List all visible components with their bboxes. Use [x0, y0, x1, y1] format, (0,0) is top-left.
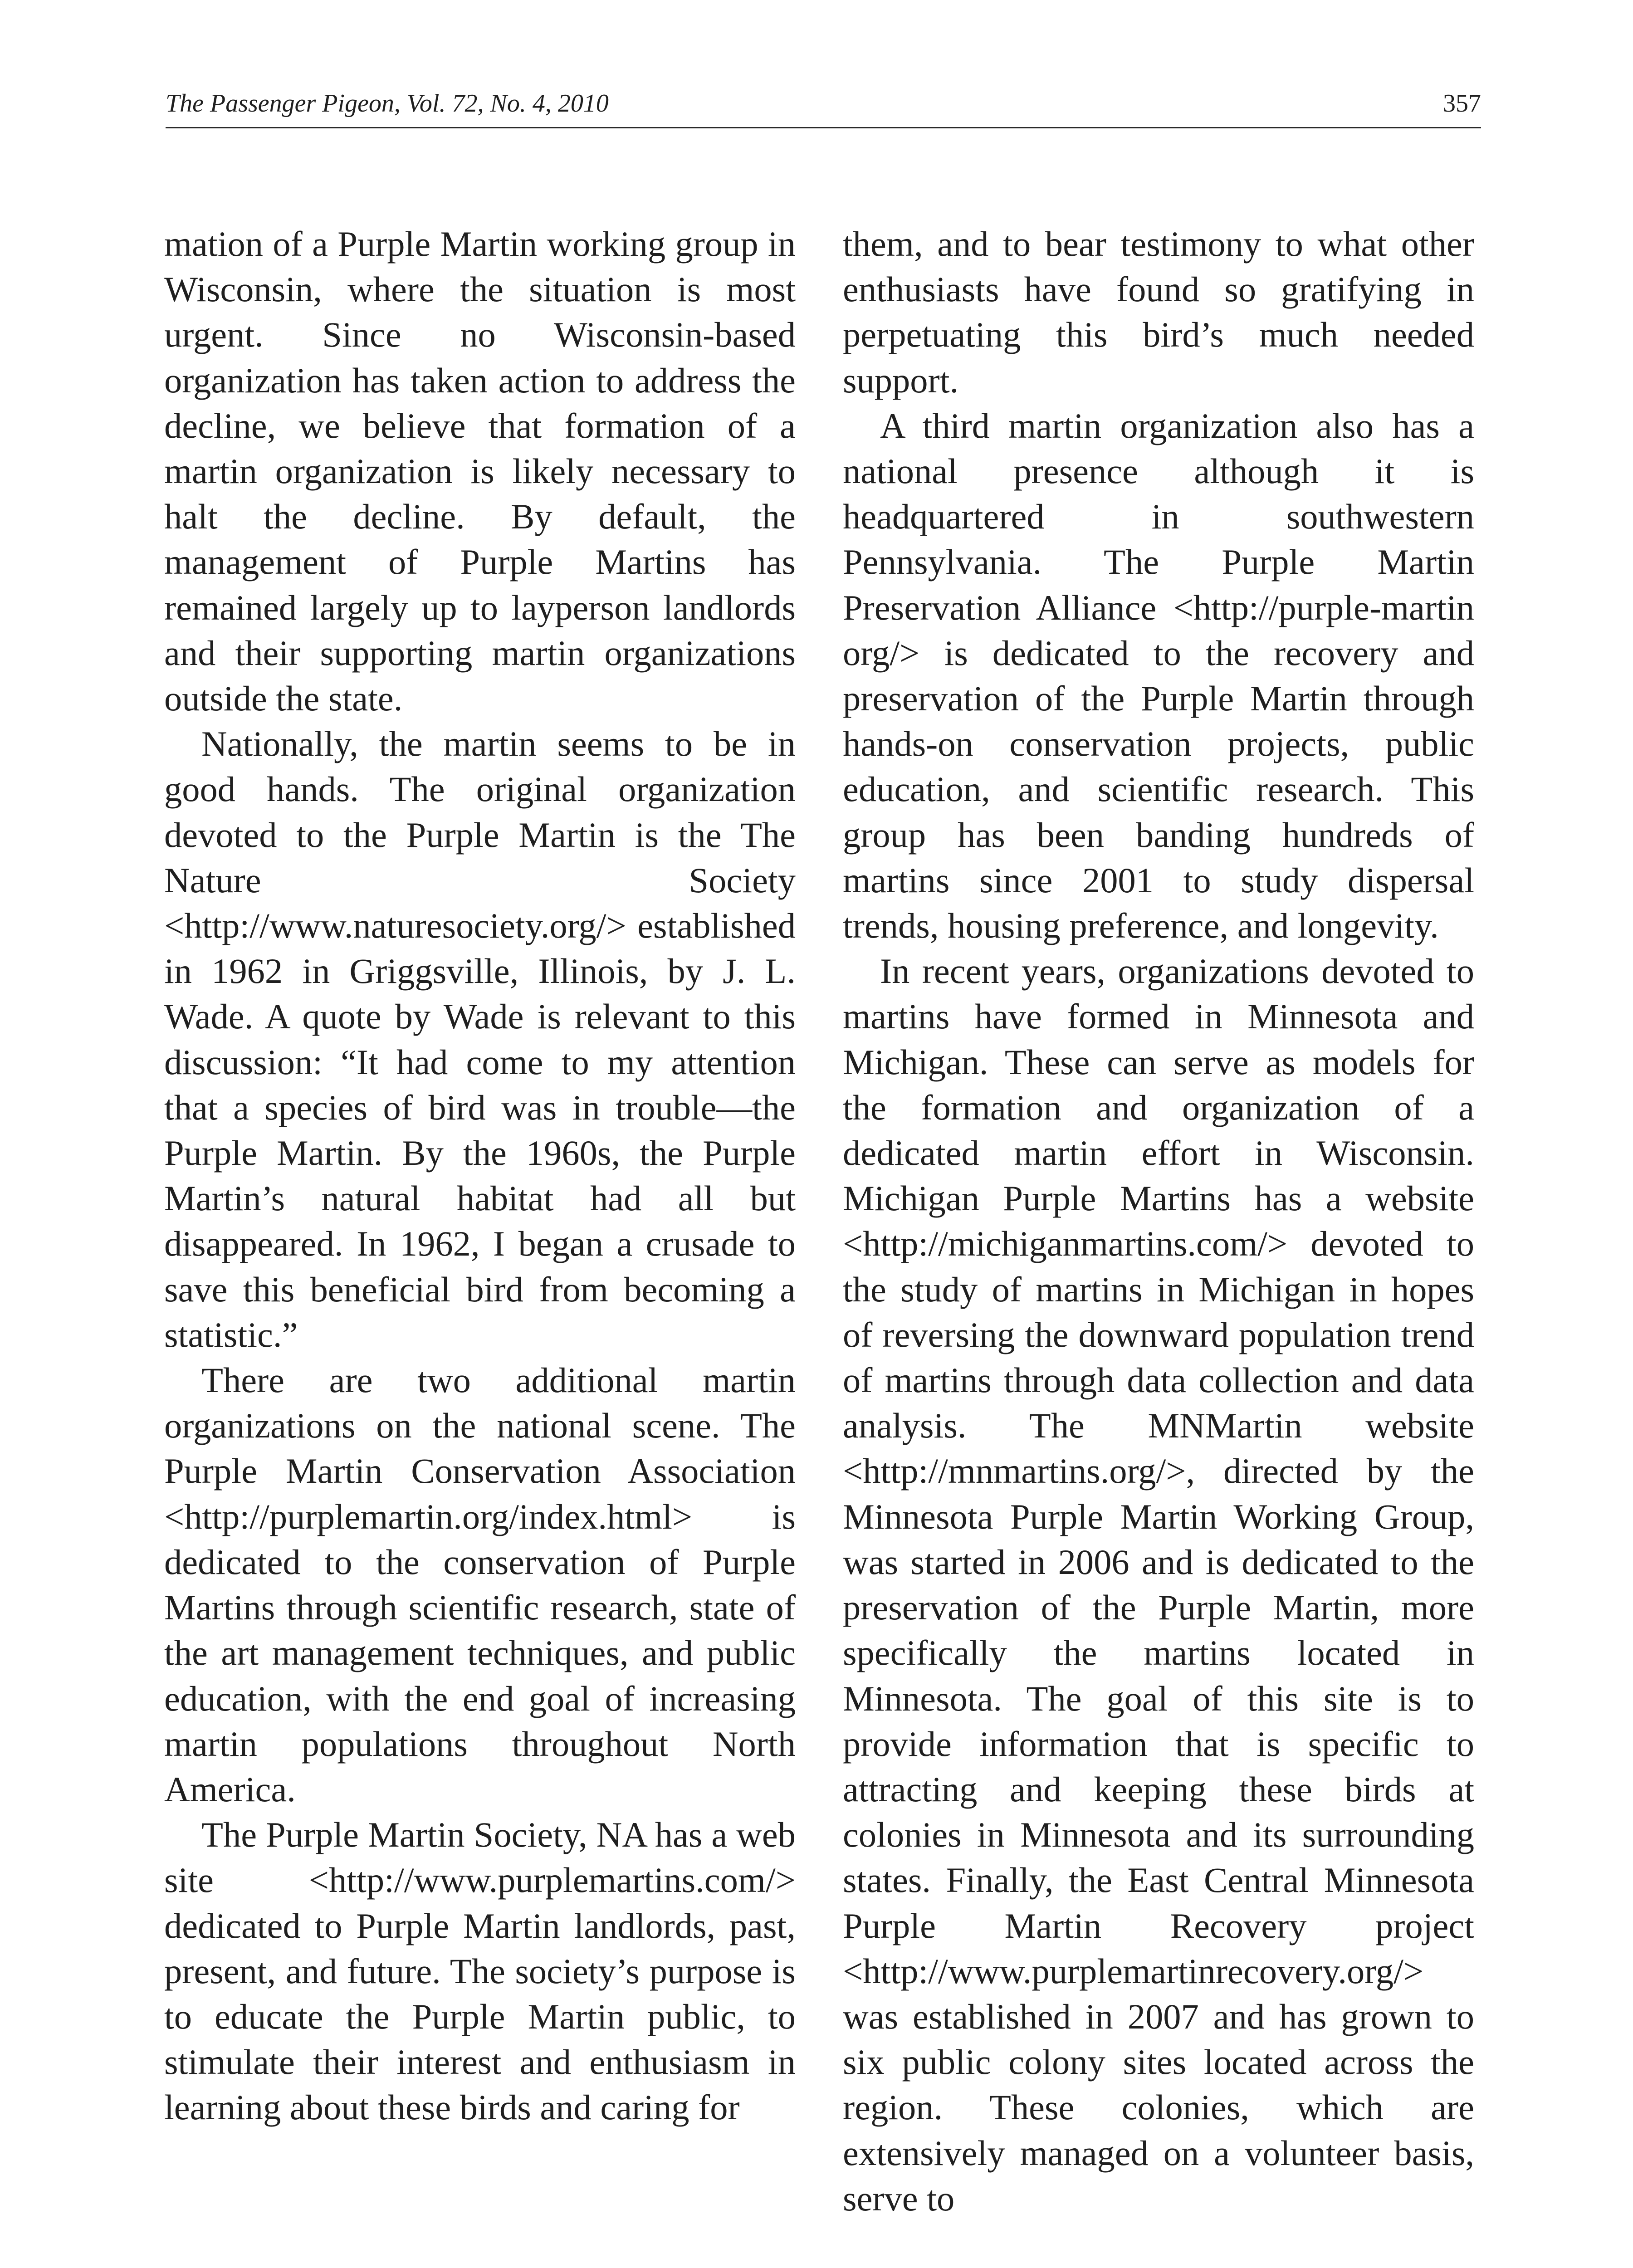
- journal-title: The Passenger Pigeon, Vol. 72, No. 4, 2010: [166, 89, 609, 117]
- paragraph: mation of a Purple Martin working group in Wisconsin, where the situation is most urgent. Since no Wisconsin-based organization has taken action to address the decline, we believe that formation of a martin organization is likely necessary to halt the decline. By default, the management of Purple Martins has remained largely up to layperson landlords and their supporting martin organizations outside the state.: [164, 224, 796, 719]
- left-column: [164, 221, 796, 2268]
- paragraph: them, and to bear testimony to what other enthusiasts have found so gratifying in perpetuating this bird’s much needed support.: [843, 224, 1474, 400]
- page-number: 357: [1443, 89, 1481, 117]
- paragraph: There are two additional martin organizations on the national scene. The Purple Martin Conservation Association <http://purplemartin.org/index.html> is dedicated to the conservation of Purple Martins through scientific research, state of the art management techniques, and public education, with the end goal of increasing martin populations throughout North America.: [164, 1360, 796, 1809]
- paragraph: A third martin organization also has a national presence although it is headquartered in southwestern Pennsylvania. The Purple Martin Preservation Alliance <http://purple-martin org/> is dedicated to the recovery and preservation of the Purple Martin through hands-on conservation projects, public education, and scientific research. This group has been banding hundreds of martins since 2001 to study dispersal trends, housing preference, and longevity.: [843, 406, 1474, 946]
- paragraph: The Purple Martin Society, NA has a web site <http://www.purplemartins.com/> dedicated to Purple Martin landlords, past, present, and future. The society’s purpose is to educate the Purple Martin public, to stimulate their interest and enthusiasm in learning about these birds and caring for: [164, 1815, 796, 2127]
- paragraph: In recent years, organizations devoted to martins have formed in Minnesota and Michigan. These can serve as models for the formation and organization of a dedicated martin effort in Wisconsin. Michigan Purple Martins has a website <http://michiganmartins.com/> devoted to the study of martins in Michigan in hopes of reversing the downward population trend of martins through data collection and data analysis. The MNMartin website <http://mnmartins.org/>, directed by the Minnesota Purple Martin Working Group, was started in 2006 and is dedicated to the preservation of the Purple Martin, more specifically the martins located in Minnesota. The goal of this site is to provide information that is specific to attracting and keeping these birds at colonies in Minnesota and its surrounding states. Finally, the East Central Minnesota Purple Martin Recovery project <http://www.purplemartinrecovery.org/> was established in 2007 and has grown to six public colony sites located across the region. These colonies, which are extensively managed on a volunteer basis, serve to: [843, 951, 1474, 2218]
- paragraph: Nationally, the martin seems to be in good hands. The original organization devoted to the Purple Martin is the The Nature Society <http://www.naturesociety.org/> established in 1962 in Griggsville, Illinois, by J. L. Wade. A quote by Wade is relevant to this discussion: “It had come to my attention that a species of bird was in trouble—the Purple Martin. By the 1960s, the Purple Martin’s natural habitat had all but disappeared. In 1962, I began a crusade to save this beneficial bird from becoming a statistic.”: [164, 724, 796, 1354]
- running-header: [166, 89, 1481, 128]
- right-column: [843, 221, 1474, 2268]
